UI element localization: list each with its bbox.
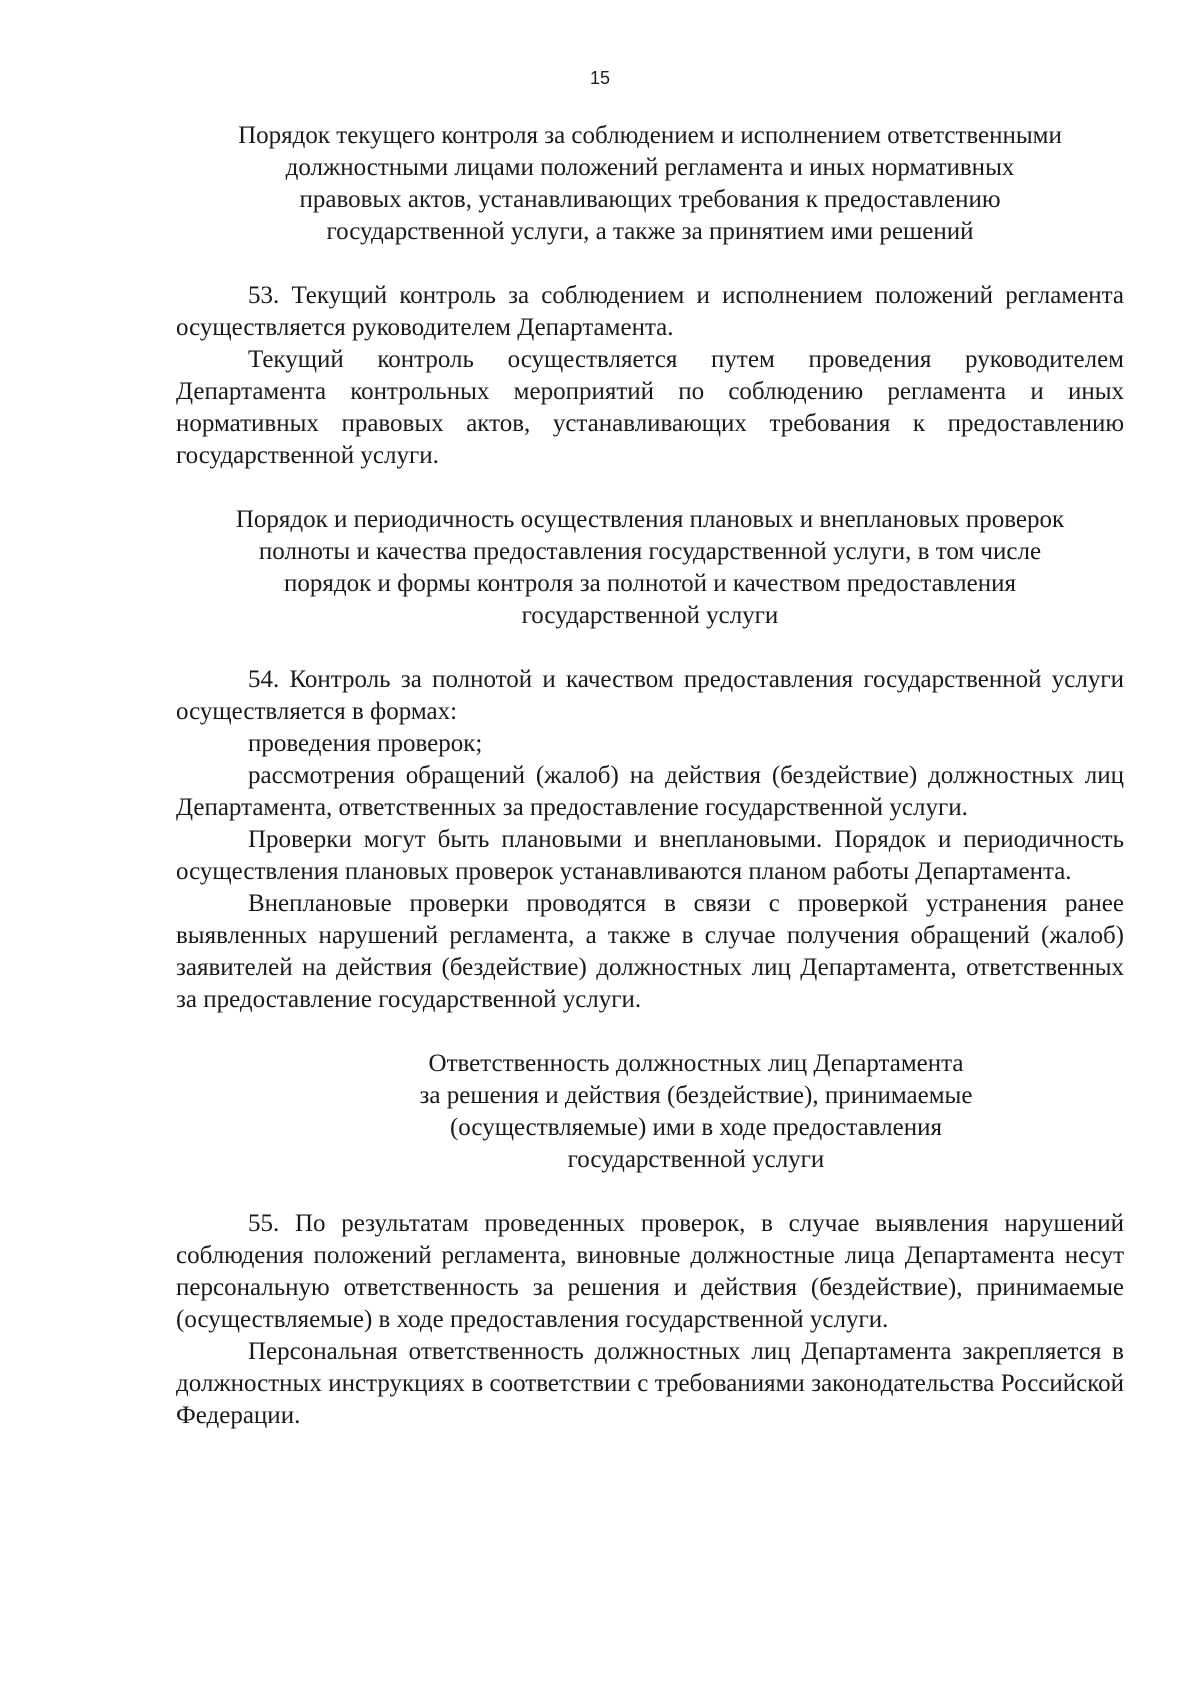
paragraph-53: 53. Текущий контроль за соблюдением и исполнением положений регламента осуществляется руководителем Департамента. xyxy=(176,282,1124,341)
heading-line: государственной услуги, а также за принятием ими решений xyxy=(326,218,974,245)
heading-line: (осуществляемые) ими в ходе предоставления xyxy=(449,1114,943,1141)
paragraph: Внеплановые проверки проводятся в связи с проверкой устранения ранее выявленных нарушений регламента, а также в случае получения обращений (жалоб) заявителей на действия (бездействие) должностных лиц Департамента, ответственных за предоставление государственной услуги. xyxy=(176,890,1124,1013)
spacer xyxy=(176,632,1124,664)
document-body xyxy=(176,120,1124,1432)
heading-line: полноты и качества предоставления государственной услуги, в том числе xyxy=(258,538,1042,565)
paragraph: проведения проверок; xyxy=(248,730,483,757)
heading-line: порядок и формы контроля за полнотой и качеством предоставления xyxy=(284,570,1016,597)
page-number: 15 xyxy=(589,68,611,88)
heading-line: государственной услуги xyxy=(567,1146,825,1173)
paragraph: рассмотрения обращений (жалоб) на действия (бездействие) должностных лиц Департамента, ответственных за предоставление государственной услуги. xyxy=(176,762,1124,821)
paragraph: Проверки могут быть плановыми и внеплановыми. Порядок и периодичность осуществления плановых проверок устанавливаются планом работы Департамента. xyxy=(176,826,1124,885)
spacer xyxy=(176,248,1124,280)
heading-line: Порядок и периодичность осуществления плановых и внеплановых проверок xyxy=(235,506,1065,533)
heading-line: правовых актов, устанавливающих требования к предоставлению xyxy=(299,186,1001,213)
paragraph-55: 55. По результатам проведенных проверок, в случае выявления нарушений соблюдения положений регламента, виновные должностные лица Департамента несут персональную ответственность за решения и действия (бездействие), принимаемые (осуществляемые) в ходе предоставления государственной услуги. xyxy=(176,1210,1124,1333)
paragraph-54: 54. Контроль за полнотой и качеством предоставления государственной услуги осуществляется в формах: xyxy=(176,666,1124,725)
heading-line: за решения и действия (бездействие), принимаемые xyxy=(419,1082,973,1109)
heading-line: Порядок текущего контроля за соблюдением и исполнением ответственными xyxy=(238,122,1062,149)
spacer xyxy=(176,1176,1124,1208)
section-heading-current-control xyxy=(176,120,1124,248)
paragraph: Персональная ответственность должностных лиц Департамента закрепляется в должностных инструкциях в соответствии с требованиями законодательства Российской Федерации. xyxy=(176,1338,1124,1429)
section-heading-inspections xyxy=(176,504,1124,632)
section-heading-responsibility xyxy=(366,1048,1026,1176)
heading-line: Ответственность должностных лиц Департамента xyxy=(428,1050,964,1077)
paragraph: Текущий контроль осуществляется путем проведения руководителем Департамента контрольных мероприятий по соблюдению регламента и иных нормативных правовых актов, устанавливающих требования к предоставлению государственной услуги. xyxy=(176,346,1124,469)
spacer xyxy=(176,472,1124,504)
spacer xyxy=(176,1016,1124,1048)
heading-line: государственной услуги xyxy=(521,602,779,629)
heading-line: должностными лицами положений регламента и иных нормативных xyxy=(285,154,1015,181)
